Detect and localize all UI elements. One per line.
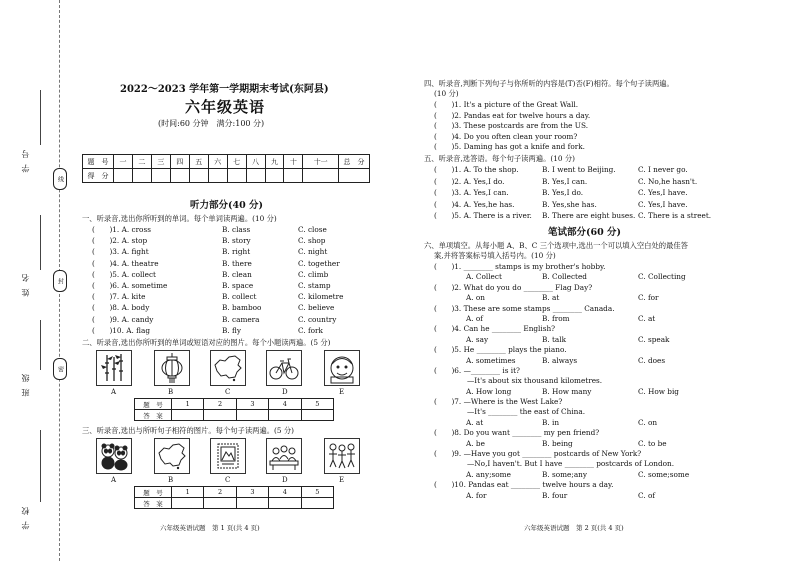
option-c: C. does [638,355,666,365]
question-option-b: B. fly [222,325,241,335]
option-c: C. of [638,490,656,500]
options-row [434,272,686,282]
seal-mark-secret: 密 [53,358,67,380]
score-table-header-row [83,155,370,169]
option-b: B. always [542,355,578,365]
exam-title: 2022～2023 学年第一学期期末考试(东阿县) [120,84,329,95]
score-header-cell: 十 [284,155,303,169]
postcard-picture [210,438,246,474]
score-header-cell: 四 [170,155,189,169]
question-option-c: C. There is a street. [638,211,712,221]
question-option-a: ( )9. A. candy [92,314,154,324]
answer-header-cell: 题 号 [135,487,172,498]
score-label-cell: 得 分 [83,169,114,183]
answer-header-cell: 5 [301,399,333,410]
answer-label-cell: 答 案 [135,498,172,509]
part6-title-2: 案,并将答案标号填入括号内。(10 分) [434,251,556,260]
question-stem: ( )6. —________ is it? [434,365,520,375]
question-stem: ( )3. These are some stamps ________ Canada. [434,303,615,313]
subject-title: 六年级英语 [185,98,266,116]
picture-label: A [111,476,117,484]
bamboo-icon [97,351,131,385]
score-header-cell: 总 分 [339,155,370,169]
question-option-c: C. country [298,314,337,324]
answer-header-cell: 3 [236,399,268,410]
answer-label-cell: 答 案 [135,410,172,421]
china-map-icon [155,439,189,473]
bicycle-icon [267,351,301,385]
name-line[interactable] [40,215,41,270]
question-stem: ( )9. —Have you got ________ postcards of New York? [434,449,642,459]
option-b: B. from [542,313,570,323]
panda-icon [97,439,131,473]
answer-cell[interactable] [204,410,236,421]
binding-strip [0,0,80,561]
score-cell[interactable] [132,169,151,183]
answer-cell[interactable] [172,498,204,509]
time-info: (时间:60 分钟 满分:100 分) [158,119,265,128]
score-cell[interactable] [170,169,189,183]
class-line[interactable] [40,320,41,370]
score-header-cell: 十一 [303,155,339,169]
question-stem: ( )10. Pandas eat ________ twelve hours a day. [434,480,614,490]
score-cell[interactable] [189,169,208,183]
question-option-b: B. collect [222,292,257,302]
option-c: C. to be [638,438,667,448]
list-item: ( )3. These postcards are from the US. [434,121,589,130]
options-row [434,491,674,501]
score-header-cell: 三 [151,155,170,169]
option-a: A. on [466,293,486,303]
question-option-a: ( )7. A. kite [92,292,146,302]
question-option-b: B. class [222,225,251,234]
option-b: B. some;any [542,469,588,479]
score-cell[interactable] [151,169,170,183]
part3-title: 三、听录音,选出与所听句子相符的图片。每个句子读两遍。(5 分) [82,426,294,435]
question-option-a: ( )4. A. theatre [92,258,159,268]
answer-cell[interactable] [269,498,301,509]
answer-header-cell: 2 [204,399,236,410]
question-option-b: B. right [222,247,251,257]
question-option-a: ( )1. A. To the shop. [434,165,519,174]
question-option-b: B. There are eight buses. [542,211,636,221]
option-b: B. talk [542,334,567,344]
picture-label: B [168,476,174,484]
question-option-b: B. Yes,I can. [542,176,588,186]
answer-cell[interactable] [301,410,333,421]
score-header-cell: 八 [246,155,265,169]
question-option-b: B. there [222,258,252,268]
option-b: B. being [542,438,573,448]
question-option-c: C. Yes,I have. [638,188,688,198]
option-a: A. say [466,334,489,344]
score-header-cell: 七 [227,155,246,169]
boy-picture [324,350,360,386]
china-map-picture-2 [154,438,190,474]
picture-label: E [339,476,345,484]
part1-title: 一、听录音,选出你所听到的单词。每个单词读两遍。(10 分) [82,214,277,223]
option-a: A. How long [466,386,512,396]
question-option-c: C. stamp [298,280,331,290]
option-c: C. Collecting [638,272,686,282]
question-stem: ( )7. —Where is the West Lake? [434,397,563,407]
part6-title: 六、单项填空。从每小题 A、B、C 三个选项中,选出一个可以填入空白处的最佳答 [424,241,688,250]
question-stem-line-2: —It's ________ the east of China. [467,407,586,417]
answer-header-cell: 2 [204,487,236,498]
part2-title: 二、听录音,选出你所听到的单词或短语对应的图片。每个小题读两遍。(5 分) [82,338,331,347]
question-option-b: B. Yes,she has. [542,199,597,209]
answer-cell[interactable] [301,498,333,509]
lantern-icon [155,351,189,385]
question-option-a: ( )8. A. body [92,303,150,313]
student-number-line[interactable] [40,90,41,145]
written-section-title: 笔试部分(60 分) [548,227,622,238]
option-c: C. at [638,313,656,323]
score-cell[interactable] [303,169,339,183]
lantern-picture [154,350,190,386]
question-option-c: C. climb [298,269,329,279]
list-item: ( )5. Daming has got a knife and fork. [434,142,585,151]
question-option-b: B. bamboo [222,303,262,313]
score-table [82,154,370,183]
list-item: ( )1. It's a picture of the Great Wall. [434,100,579,109]
seal-mark-line: 线 [53,168,67,190]
bicycle-picture [266,350,302,386]
list-item: ( )2. Pandas eat for twelve hours a day. [434,110,591,120]
part4-title: 四、听录音,判断下列句子与你所听的内容是(T)否(F)相符。每个句子读两遍。 [424,79,674,88]
option-a: A. be [466,438,485,448]
question-option-c: C. close [298,225,327,234]
option-a: A. at [466,417,484,427]
option-b: B. at [542,293,560,303]
footer-page-1: 六年级英语试题 第 1 页(共 4 页) [160,524,260,532]
answer-header-cell: 3 [236,487,268,498]
option-a: A. of [466,313,484,323]
picture-label: D [282,388,288,396]
options-row [434,386,679,397]
answer-header-cell: 题 号 [135,399,172,410]
question-option-c: C. night [298,247,328,257]
answer-header-cell: 5 [301,487,333,498]
family-table-picture [266,438,302,474]
question-option-c: C. believe [298,303,335,313]
question-option-b: B. Yes,I do. [542,188,584,198]
score-header-cell: 题 号 [83,155,114,169]
question-option-a: ( )2. A. Yes,I do. [434,176,505,186]
question-stem: ( )8. Do you want ________ my pen friend? [434,428,600,438]
score-cell[interactable] [246,169,265,183]
footer-page-2: 六年级英语试题 第 2 页(共 4 页) [524,524,624,532]
question-option-a: ( )5. A. collect [92,269,156,279]
score-cell[interactable] [114,169,133,183]
question-option-c: C. shop [298,236,326,246]
score-cell[interactable] [208,169,227,183]
option-b: B. in [542,417,560,427]
picture-label: E [339,388,345,396]
option-a: A. Collect [466,272,502,282]
stamp-icon [211,439,245,473]
picture-label: A [111,388,117,396]
options-row [434,293,674,303]
china-map-picture [210,350,246,386]
score-header-cell: 五 [189,155,208,169]
question-stem-line-2: —No,I haven't. But I have ________ postcards of London. [467,459,675,469]
boy-face-icon [325,351,359,385]
family-dinner-icon [267,439,301,473]
question-option-a: ( )4. A. Yes,he has. [434,199,515,209]
school-label: 学 校 [21,505,30,530]
picture-label: B [168,388,174,396]
china-map-icon [211,351,245,385]
question-option-c: C. Yes,I have. [638,199,688,209]
question-option-a: ( )6. A. sometime [92,280,168,290]
option-c: C. for [638,293,659,303]
picture-label: C [225,388,231,396]
question-option-c: C. fork [298,325,323,335]
question-option-c: C. No,he hasn't. [638,176,698,186]
score-header-cell: 二 [132,155,151,169]
pandas-picture [96,438,132,474]
name-label: 姓 名 [21,272,30,297]
options-row [434,469,690,480]
question-stem: ( )2. What do you do ________ Flag Day? [434,282,593,292]
score-cell[interactable] [227,169,246,183]
question-option-a: ( )10. A. flag [92,325,151,335]
score-header-cell: 一 [114,155,133,169]
part2-answer-table [134,398,334,421]
option-c: C. some;some [638,469,690,479]
score-cell[interactable] [339,169,370,183]
part4-questions [434,100,590,153]
kids-picture [324,438,360,474]
school-line[interactable] [40,430,41,502]
question-option-b: B. clean [222,269,252,279]
question-option-a: ( )5. A. There is a river. [434,211,532,221]
question-option-a: ( )1. A. cross [92,225,151,234]
option-b: B. four [542,490,568,500]
answer-cell[interactable] [236,410,268,421]
part4-score: (10 分) [434,89,459,98]
children-icon [325,439,359,473]
answer-cell[interactable] [172,410,204,421]
part5-title: 五、听录音,选答语。每个句子读两遍。(10 分) [424,154,575,163]
score-header-cell: 九 [265,155,284,169]
picture-label: D [282,476,288,484]
options-row [434,418,674,428]
options-row [434,439,674,449]
options-row [434,314,674,324]
answer-header-cell: 1 [172,399,204,410]
part3-answer-table [134,486,334,509]
question-option-c: C. kilometre [298,292,344,302]
answer-cell[interactable] [236,498,268,509]
answer-header-cell: 4 [269,399,301,410]
score-header-cell: 六 [208,155,227,169]
question-option-a: ( )2. A. stop [92,236,148,246]
score-cell[interactable] [265,169,284,183]
question-option-c: C. together [298,258,340,268]
score-cell[interactable] [284,169,303,183]
options-row [434,335,674,345]
option-b: B. How many [542,386,592,396]
student-number-label: 学 号 [21,148,30,173]
question-option-a: ( )3. A. fight [92,247,149,257]
seal-mark-seal: 封 [53,270,67,292]
question-option-b: B. I went to Beijing. [542,165,616,174]
picture-label: C [225,476,231,484]
option-c: C. speak [638,334,670,344]
answer-cell[interactable] [204,498,236,509]
question-stem: ( )1. ________ stamps is my brother's hobby. [434,262,606,271]
question-option-a: ( )3. A. Yes,I can. [434,188,509,198]
question-stem-line-2: —It's about six thousand kilometres. [467,376,603,386]
question-stem: ( )5. He ________ plays the piano. [434,345,567,355]
question-option-c: C. I never go. [638,165,688,174]
question-option-b: B. story [222,236,251,246]
option-a: A. sometimes [466,355,516,365]
question-option-b: B. camera [222,314,260,324]
bamboo-picture [96,350,132,386]
options-row [434,356,674,366]
answer-header-cell: 4 [269,487,301,498]
option-a: A. any;some [466,469,511,479]
list-item: ( )4. Do you often clean your room? [434,131,578,141]
question-stem: ( )4. Can he ________ English? [434,324,556,334]
option-b: B. Collected [542,272,587,282]
option-c: C. on [638,417,658,427]
option-c: C. How big [638,386,679,396]
part6-questions [434,262,690,501]
answer-header-cell: 1 [172,487,204,498]
listening-section-title: 听力部分(40 分) [190,200,264,211]
option-a: A. for [466,490,487,500]
question-option-b: B. space [222,280,254,290]
class-label: 班 级 [21,372,30,397]
score-table-score-row [83,169,370,183]
answer-cell[interactable] [269,410,301,421]
